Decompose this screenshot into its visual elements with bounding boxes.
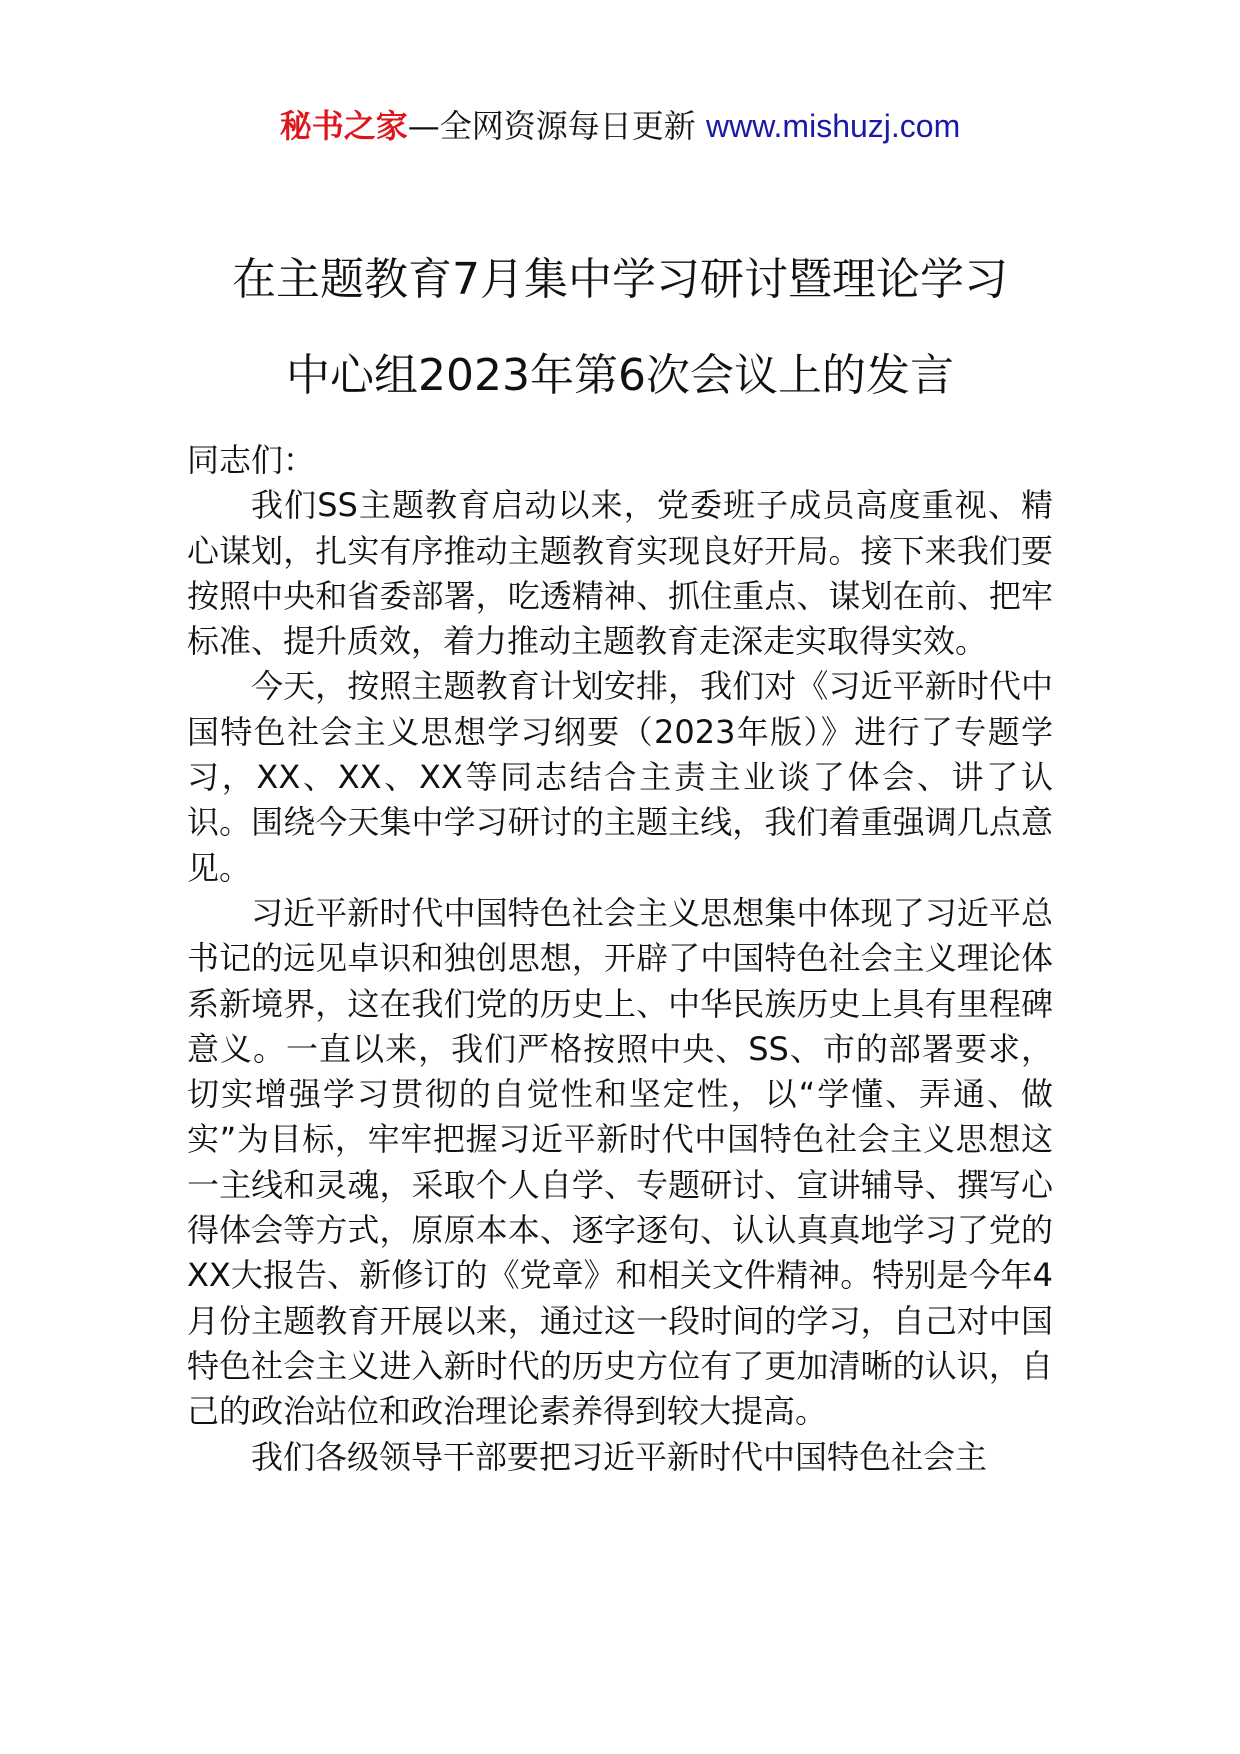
title-line-2: 中心组2023年第6次会议上的发言	[286, 350, 954, 401]
document-body	[187, 438, 1053, 1480]
site-tagline: —全网资源每日更新	[407, 107, 696, 145]
paragraph-3: 习近平新时代中国特色社会主义思想集中体现了习近平总书记的远见卓识和独创思想，开辟了中国特色社会主义理论体系新境界，这在我们党的历史上、中华民族历史上具有里程碑意义。一直以来，我们严格按照中央、SS、市的部署要求，切实增强学习贯彻的自觉性和坚定性，以“学懂、弄通、做实”为目标，牢牢把握习近平新时代中国特色社会主义思想这一主线和灵魂，采取个人自学、专题研讨、宣讲辅导、撰写心得体会等方式，原原本本、逐字逐句、认认真真地学习了党的XX大报告、新修订的《党章》和相关文件精神。特别是今年4月份主题教育开展以来，通过这一段时间的学习，自己对中国特色社会主义进入新时代的历史方位有了更加清晰的认识，自己的政治站位和政治理论素养得到较大提高。	[187, 893, 1053, 1431]
paragraph-4: 我们各级领导干部要把习近平新时代中国特色社会主	[251, 1437, 988, 1476]
paragraph-1: 我们SS主题教育启动以来，党委班子成员高度重视、精心谋划，扎实有序推动主题教育实现良好开局。接下来我们要按照中央和省委部署，吃透精神、抓住重点、谋划在前、把牢标准、提升质效，着力推动主题教育走深走实取得实效。	[187, 486, 1053, 661]
site-url-link[interactable]: www.mishuzj.com	[705, 108, 961, 144]
site-header	[0, 98, 1240, 154]
salutation: 同志们：	[187, 441, 316, 479]
document-title	[120, 232, 1120, 424]
brand-name: 秘书之家	[279, 107, 408, 145]
title-line-1: 在主题教育7月集中学习研讨暨理论学习	[232, 254, 1008, 305]
paragraph-2: 今天，按照主题教育计划安排，我们对《习近平新时代中国特色社会主义思想学习纲要（2023年版）》进行了专题学习，XX、XX、XX等同志结合主责主业谈了体会、讲了认识。围绕今天集中学习研讨的主题主线，我们着重强调几点意见。	[187, 667, 1053, 887]
